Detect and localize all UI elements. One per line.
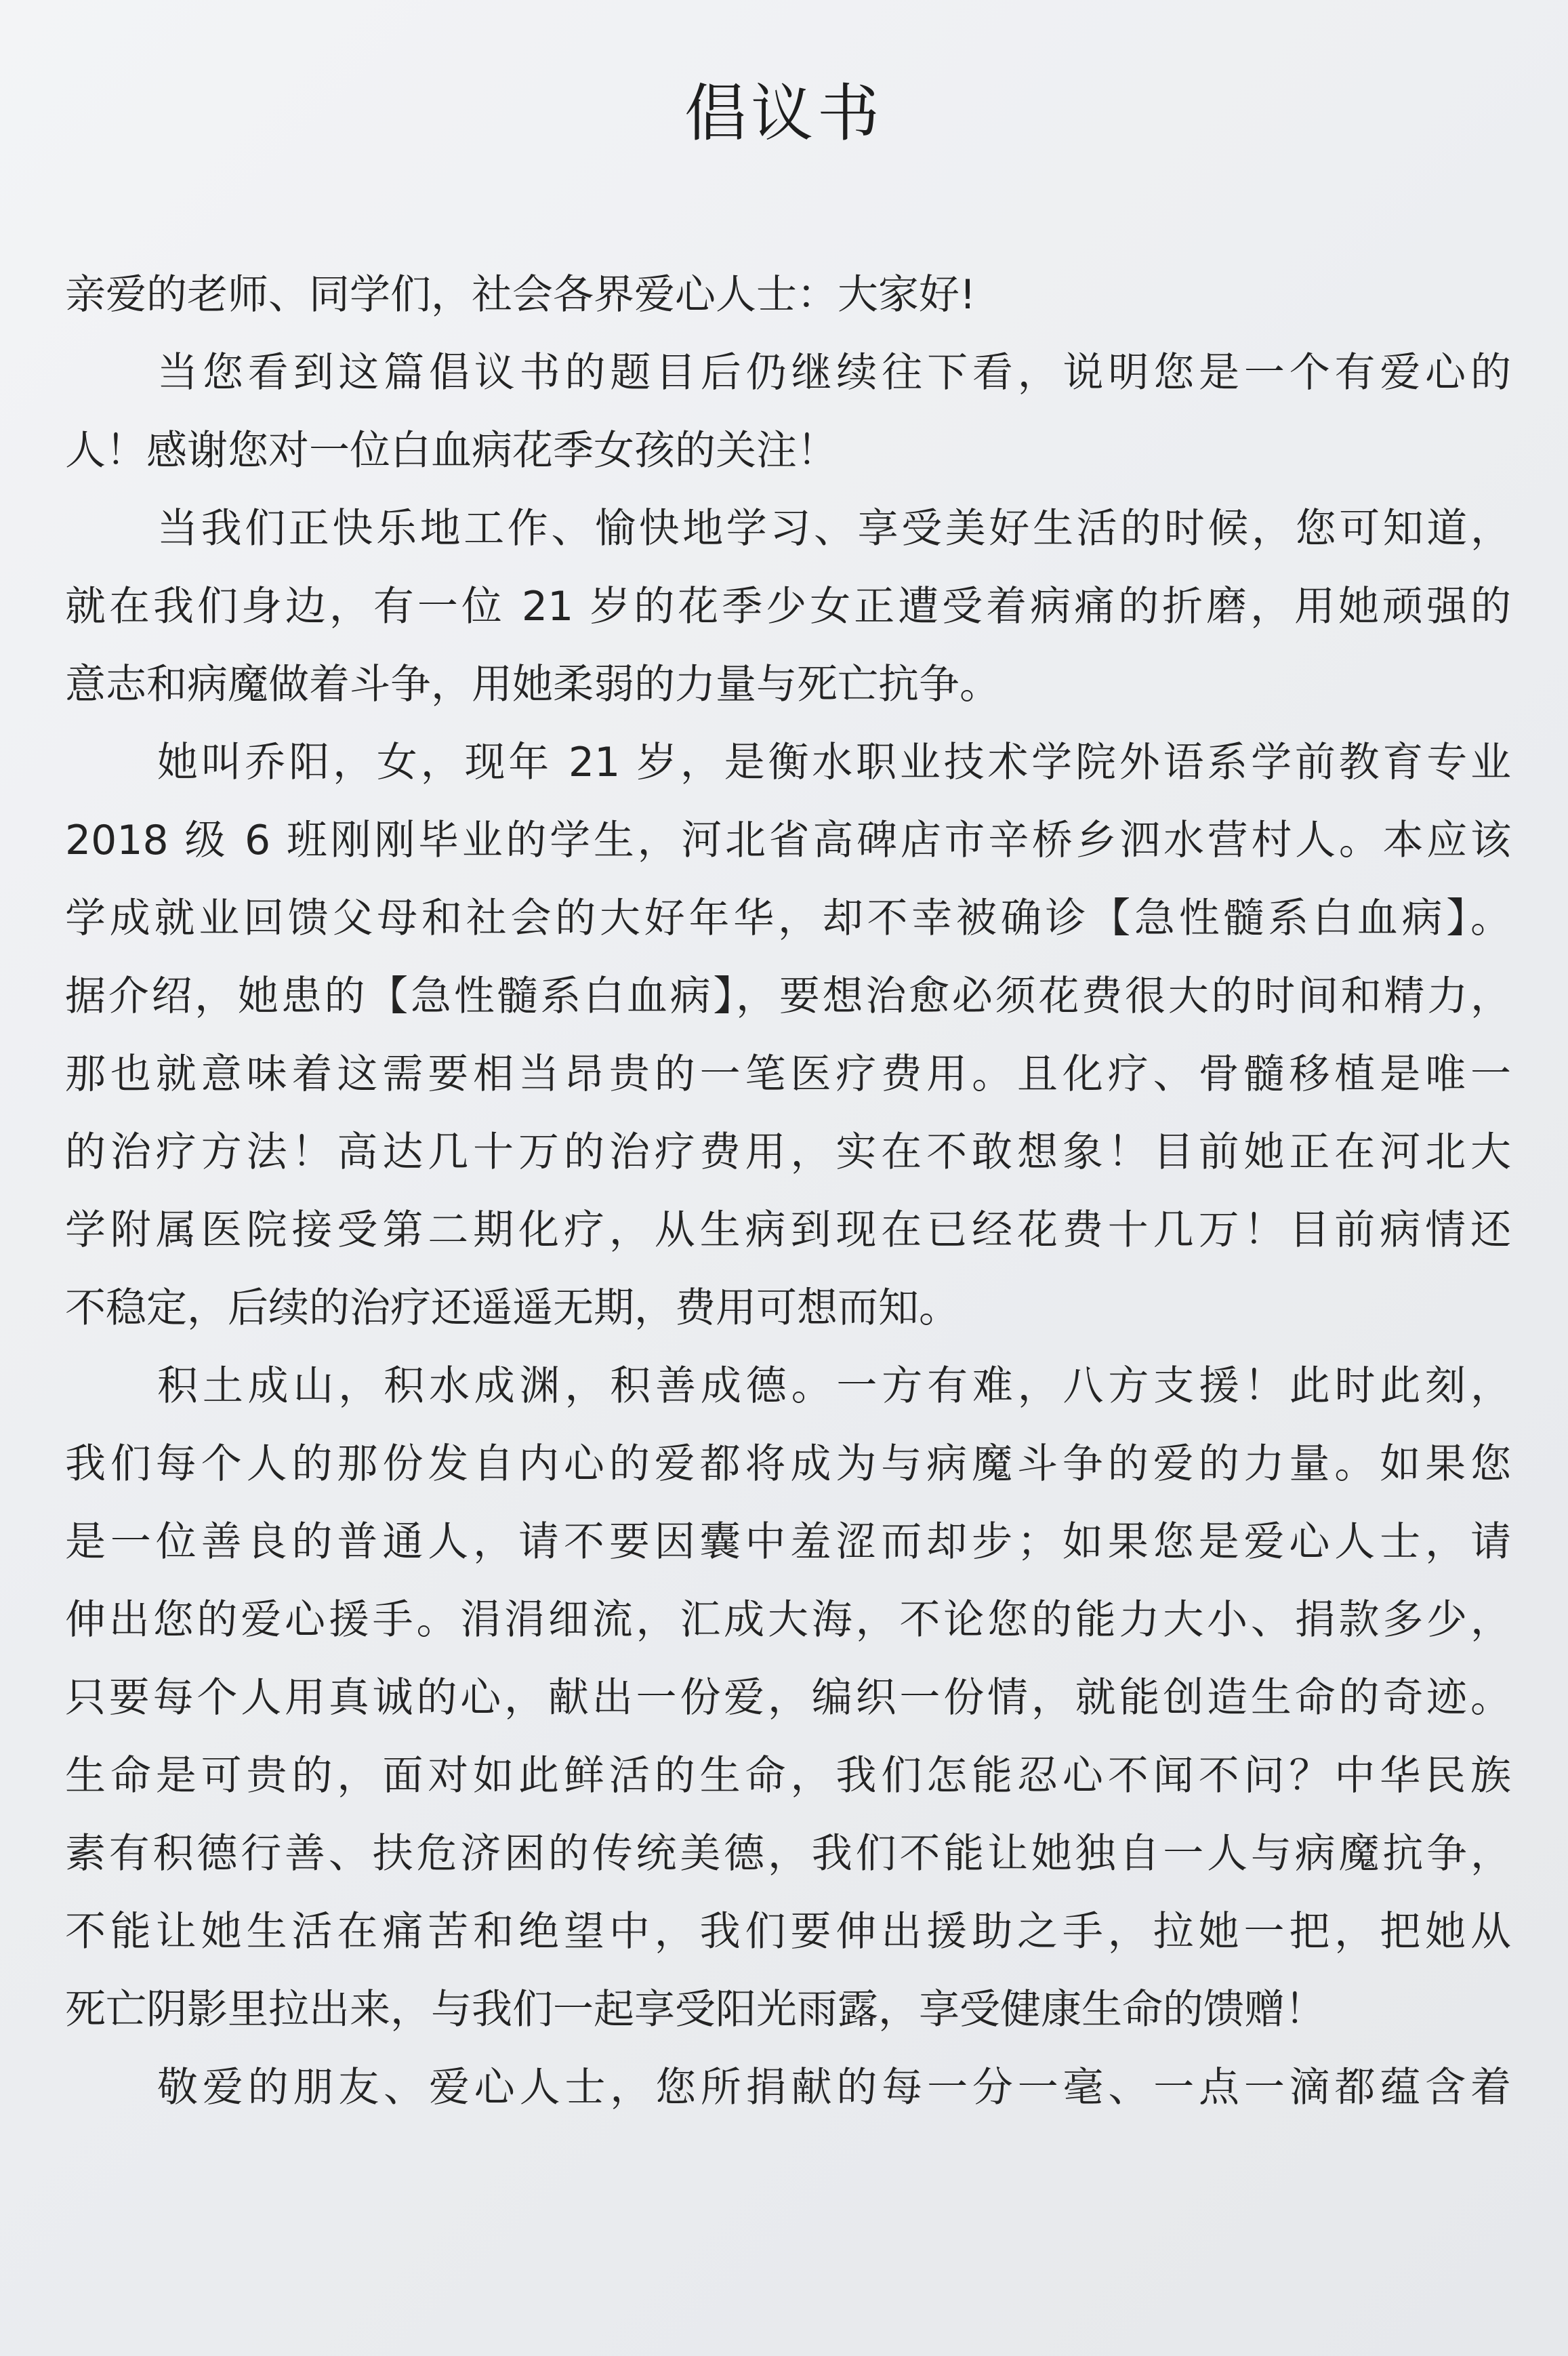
- text-line: 伸出您的爱心援手。涓涓细流，汇成大海，不论您的能力大小、捐款多少，: [65, 1596, 1511, 1644]
- text-line: 敬爱的朋友、爱心人士，您所捐献的每一分一毫、一点一滴都蕴含着: [157, 2064, 1511, 2111]
- text-line: 人！感谢您对一位白血病花季女孩的关注！: [65, 427, 838, 474]
- text-line: 的治疗方法！高达几十万的治疗费用，实在不敢想象！目前她正在河北大: [65, 1129, 1511, 1176]
- text-line: 学附属医院接受第二期化疗，从生病到现在已经花费十几万！目前病情还: [65, 1206, 1511, 1254]
- text-line: 学成就业回馈父母和社会的大好年华，却不幸被确诊【急性髓系白血病】。: [65, 895, 1511, 942]
- text-line: 她叫乔阳，女，现年 21 岁，是衡水职业技术学院外语系学前教育专业: [157, 739, 1511, 786]
- text-line: 2018 级 6 班刚刚毕业的学生，河北省高碑店市辛桥乡泗水营村人。本应该: [65, 817, 1511, 864]
- text-line: 不能让她生活在痛苦和绝望中，我们要伸出援助之手，拉她一把，把她从: [65, 1908, 1511, 1955]
- text-line: 是一位善良的普通人，请不要因囊中羞涩而却步；如果您是爱心人士，请: [65, 1518, 1511, 1566]
- text-line: 当我们正快乐地工作、愉快地学习、享受美好生活的时候，您可知道，: [157, 505, 1511, 552]
- text-line: 我们每个人的那份发自内心的爱都将成为与病魔斗争的爱的力量。如果您: [65, 1440, 1511, 1488]
- salutation-line: 亲爱的老师、同学们，社会各界爱心人士：大家好!: [65, 271, 976, 319]
- document-body: [65, 256, 1511, 2127]
- text-line: 死亡阴影里拉出来，与我们一起享受阳光雨露，享受健康生命的馈赠！: [65, 1986, 1325, 2033]
- text-line: 那也就意味着这需要相当昂贵的一笔医疗费用。且化疗、骨髓移植是唯一: [65, 1051, 1511, 1098]
- text-line: 不稳定，后续的治疗还遥遥无期，费用可想而知。: [65, 1284, 960, 1332]
- text-line: 只要每个人用真诚的心，献出一份爱，编织一份情，就能创造生命的奇迹。: [65, 1674, 1511, 1722]
- text-line: 就在我们身边，有一位 21 岁的花季少女正遭受着病痛的折磨，用她顽强的: [65, 583, 1511, 630]
- text-line: 生命是可贵的，面对如此鲜活的生命，我们怎能忍心不闻不问？中华民族: [65, 1752, 1511, 1800]
- text-line: 素有积德行善、扶危济困的传统美德，我们不能让她独自一人与病魔抗争，: [65, 1830, 1511, 1877]
- text-line: 积土成山，积水成渊，积善成德。一方有难，八方支援！此时此刻，: [157, 1362, 1511, 1410]
- text-line: 意志和病魔做着斗争，用她柔弱的力量与死亡抗争。: [65, 661, 1000, 708]
- document-title: 倡议书: [684, 77, 884, 150]
- text-line: 当您看到这篇倡议书的题目后仍继续往下看，说明您是一个有爱心的: [157, 349, 1511, 397]
- text-line: 据介绍，她患的【急性髓系白血病】，要想治愈必须花费很大的时间和精力，: [65, 973, 1511, 1020]
